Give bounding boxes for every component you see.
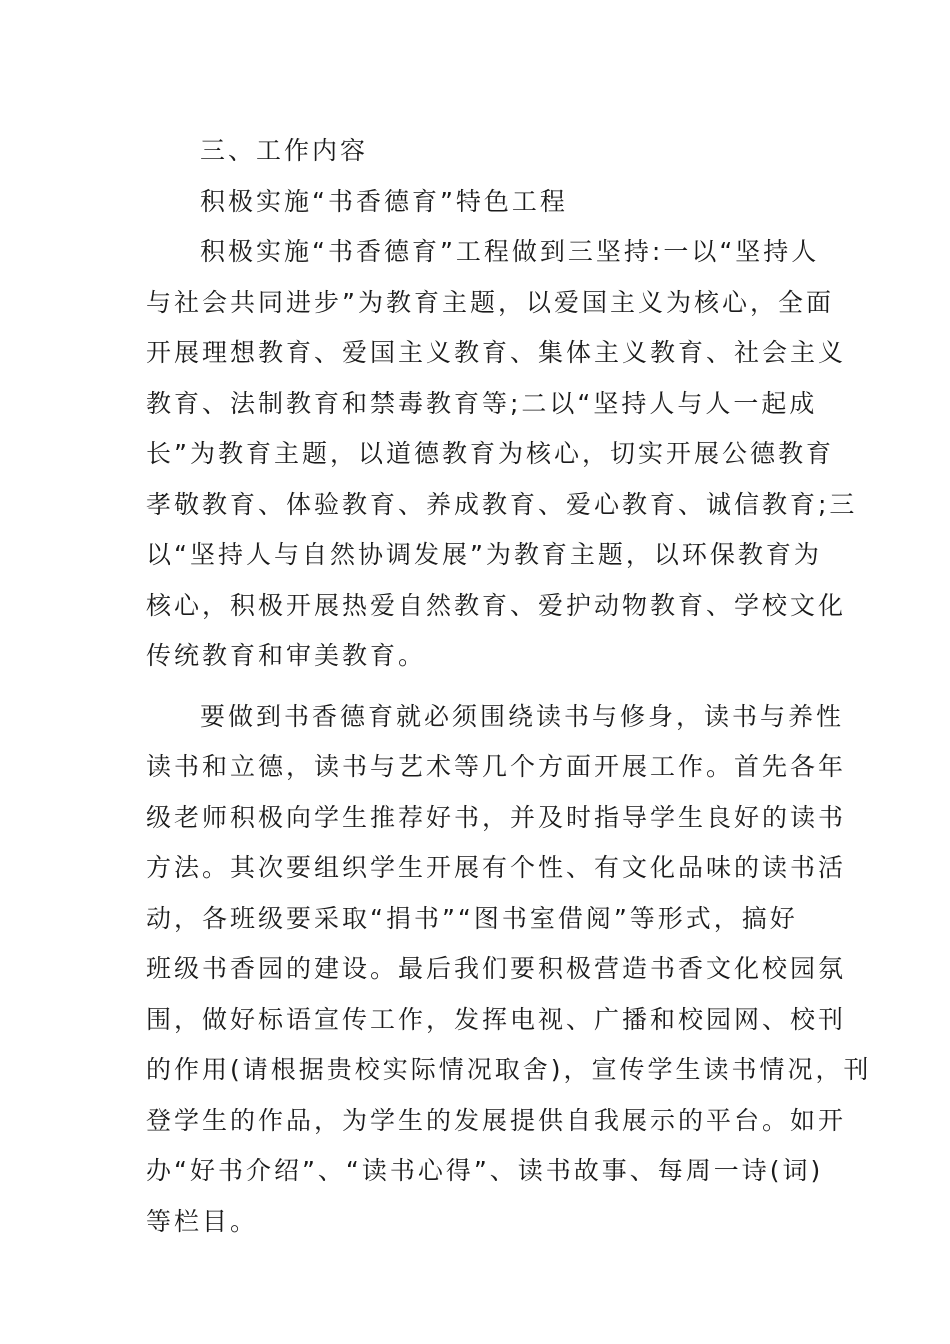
paragraph-line: 教育、法制教育和禁毒教育等;二以“坚持人与人一起成 [146, 388, 818, 418]
paragraph-line: 办“好书介绍”、“读书心得”、读书故事、每周一诗(词) [146, 1156, 824, 1185]
paragraph-line: 长”为教育主题，以道德教育为核心，切实开展公德教育 [146, 439, 834, 468]
paragraph-line: 积极实施“书香德育”工程做到三坚持:一以“坚持人 [200, 237, 820, 266]
paragraph-line: 传统教育和审美教育。 [146, 641, 427, 670]
paragraph-line: 等栏目。 [146, 1206, 259, 1236]
document-body [146, 126, 872, 1247]
paragraph-1 [146, 227, 858, 682]
paragraph-line: 级老师积极向学生推荐好书，并及时指导学生良好的读书 [146, 802, 847, 832]
paragraph-line: 与社会共同进步”为教育主题，以爱国主义为核心，全面 [146, 287, 834, 317]
paragraph-line: 方法。其次要组织学生开展有个性、有文化品味的读书活 [146, 853, 847, 882]
section-subheading: 积极实施“书香德育”特色工程 [200, 186, 568, 216]
paragraph-line: 读书和立德，读书与艺术等几个方面开展工作。首先各年 [146, 752, 847, 781]
paragraph-line: 登学生的作品，为学生的发展提供自我展示的平台。如开 [146, 1105, 847, 1135]
paragraph-2 [146, 692, 872, 1248]
paragraph-line: 围，做好标语宣传工作，发挥电视、广播和校园网、校刊 [146, 1004, 847, 1034]
paragraph-gap [146, 682, 806, 692]
paragraph-line: 动，各班级要采取“捐书”“图书室借阅”等形式，搞好 [146, 903, 798, 933]
paragraph-line: 开展理想教育、爱国主义教育、集体主义教育、社会主义 [146, 338, 847, 367]
section-heading: 三、工作内容 [200, 136, 369, 165]
paragraph-line: 班级书香园的建设。最后我们要积极营造书香文化校园氛 [146, 954, 847, 983]
paragraph-line: 核心，积极开展热爱自然教育、爱护动物教育、学校文化 [146, 590, 847, 620]
paragraph-line: 的作用(请根据贵校实际情况取舍)，宣传学生读书情况，刊 [146, 1055, 872, 1084]
paragraph-line: 要做到书香德育就必须围绕读书与修身，读书与养性 [200, 701, 845, 731]
paragraph-line: 孝敬教育、体验教育、养成教育、爱心教育、诚信教育;三 [146, 489, 858, 519]
paragraph-line: 以“坚持人与自然协调发展”为教育主题，以环保教育为 [146, 540, 822, 569]
